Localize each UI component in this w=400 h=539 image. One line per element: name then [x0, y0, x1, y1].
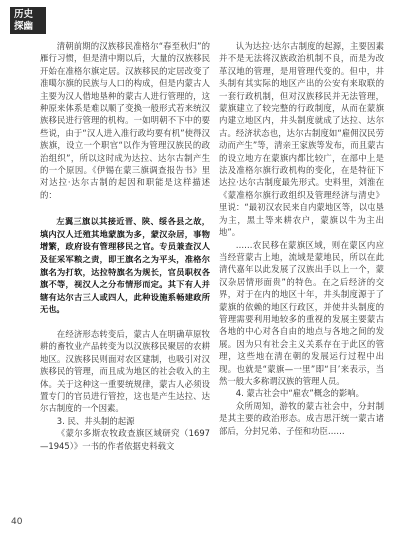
- left-column: [40, 40, 210, 452]
- right-paragraph-1: 认为达拉·达尔古制度的起源，主要因素并不是无法将汉族政治机制不良，而是为改革汉地的管理，是用管理代变的。但中，井头制有其实际的地区产出的公安有来取联的一套行政机制，但对汉族移民并无法管理，蒙旗建立了较完整的行政制度，从而在蒙旗内建立地区内，井头制度就成了达拉、达尔古。经济状态也，达尔古制度如“雇佣汉民劳动而产生”等，清亲王家族等发布，而且蒙古的设立地方在蒙旗内都比较广，在部中上是法及准格尔旗行政机构的变化，在是特征下达拉·达尔古制度最先形式。史料里，刘淮在《蒙准格尔旗行政组织及管理经济与清史》里说：“最初汉农民来自内蒙地区等，以屯垦为主，黑土等来耕农户，蒙旗以牛为主出地”。: [219, 41, 384, 238]
- quoted-passage: [40, 215, 210, 316]
- left-heading-3: 3. 民、井头制的起源: [56, 415, 135, 426]
- quote-text: 左翼三旗以其接近晋、陕、绥各县之故，填内汉人迁殖其地蒙旗为多，蒙汉杂居，事物增繁，政府设有管理移民之官。专员兼查汉人及征采军粮之责，即王旗名之为平头，准格尔旗名为打软，达拉特旗名为规长，官员职权各旗不等，视汉人之分布情形而定。其下有人并辖有达尔古三人或四人，此种设施系畅建政所无也。: [40, 216, 210, 315]
- right-column: [219, 40, 384, 437]
- right-paragraph-3: 众所周知，游牧的蒙古社会中，分封制是其主要的政治形态。成吉思汗统一蒙古诸部后，分封兄弟、子侄和功臣……: [219, 400, 384, 436]
- section-badge: [10, 7, 46, 34]
- left-paragraph-2: 在经济形态转变后，蒙古人在明确草原牧耕的畜牧业产品转变为以汉族移民聚居的农耕地区。汉族移民则面对农区建制，也吸引对汉族移民的管理，而且成为地区的社会收入的主体。关于这种这一重要统规律，蒙古人必须设置专门的官员进行管控，这也是产生达拉、达尔古制度的一个因素。: [40, 329, 210, 414]
- left-paragraph-1: 清朝前期的汉族移民准格尔“春至秋归”的雁行习惯，但是清中期以后，大量的汉族移民开始在准格尔旗定居。汉族移民的定居改变了准噶尔旗的民族与人口的构成，但是内蒙古人主要为汉人借地垦种的蒙古人进行管理的，这种原来体系是难以顺了变换一般形式若来统汉族移民进行管理的机构。一如明朝不下中的要些说，由于“汉人进入准行政均要有机”使得汉族旗，设立一个职官“以作为管理汉族民的政治组织”，所以这时成为达拉、达尔古制产生的一个原因。《伊锡在蒙三旗调查报告书》里对达拉·达尔古制的起因和职能是这样描述的：: [40, 41, 210, 200]
- right-heading-4: 4. 蒙古社会中“雇农”概念的影响。: [235, 388, 365, 399]
- left-paragraph-3: 《蒙尔多斯农牧政查旗区域研究（1697—1945）》一书的作者依据史料载文: [40, 428, 210, 451]
- badge-line-2: 探幽: [14, 21, 34, 32]
- badge-line-1: 历史: [14, 9, 34, 20]
- right-paragraph-2: ……农民移在蒙旗区域，则在蒙区内应当经营蒙古上地，流域是蒙地民，所以在此清代嘉年以此发展了汉族出手以上一个，蒙汉杂居情形面贵”的特色。在之后经济的交界，对于在内的地区十年，井头制度源于了蒙旗的依赖的地区行政区，并使井头制度的管理需要利用地较多的重视的发展主要蒙古各地的中心对各自由的地点与各地之间的发展。因为只有社会主义关系存在于此区的管理，这些地在清在朝的发展运行过程中出现。也就是“蒙旗—一里”即“目’来表示，当然一般大多称谓汉族的管理人员。: [219, 239, 384, 386]
- page-number: 40: [11, 517, 23, 527]
